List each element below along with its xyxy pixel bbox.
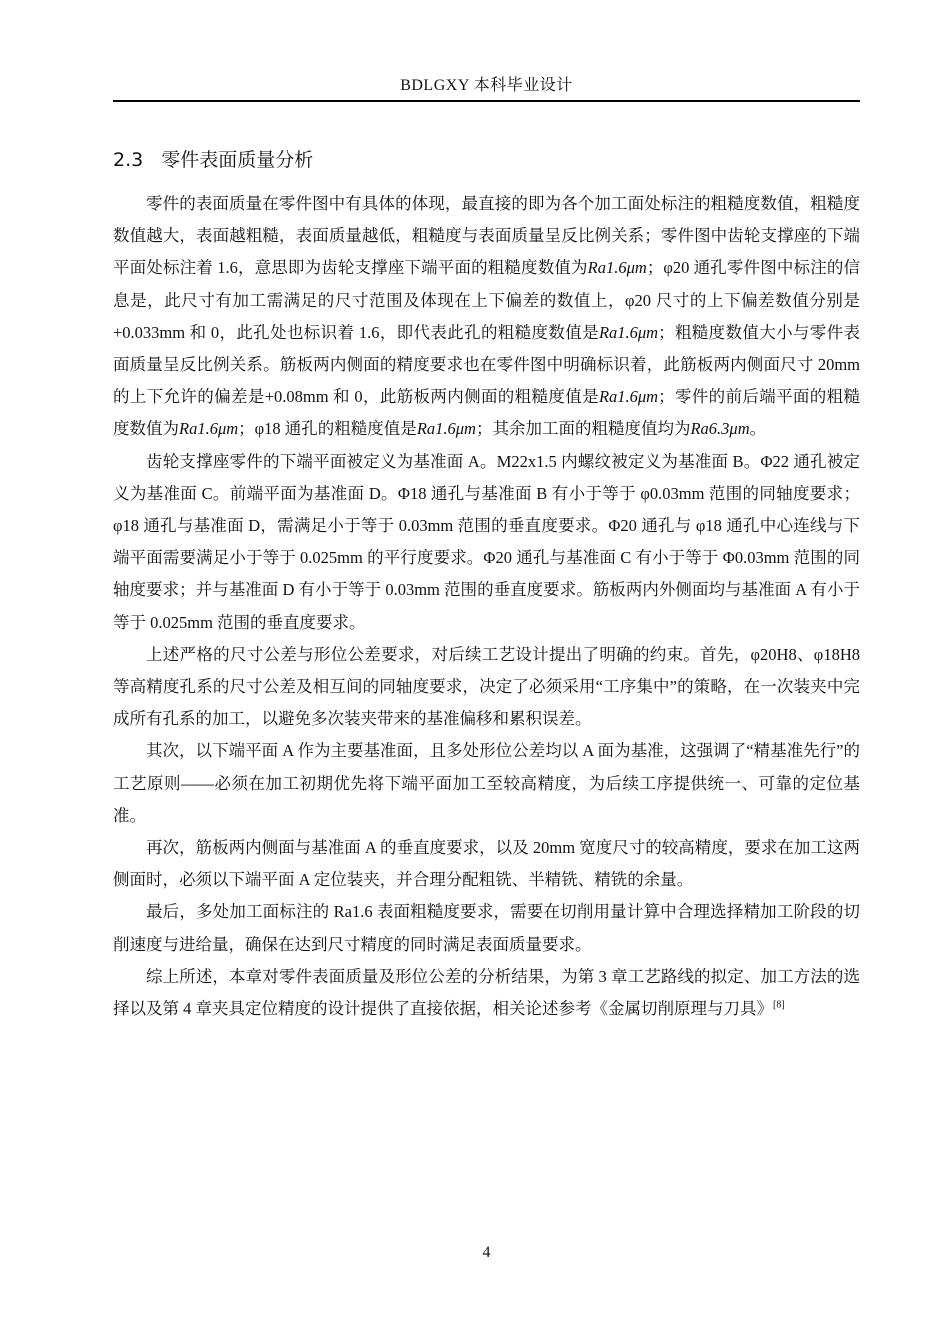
paragraph-datum-first: 其次，以下端平面 A 作为主要基准面，且多处形位公差均以 A 面为基准，这强调了“精基准先行”的工艺原则——必须在加工初期优先将下端平面加工至较高精度，为后续工序提供统一、可靠的定位基准。 (113, 741, 860, 825)
paragraph-text: ；φ20 通孔零件图中标注的信息是，此尺寸有加工需满足的尺寸范围及体现在上下偏差的数值上，φ20 尺寸的上下偏差数值分别是+0.033mm 和 0，此孔处也标识着 1.6，即代表此孔的粗糙度数值是 (113, 258, 860, 342)
paragraph-summary (113, 961, 860, 1025)
section-title: 零件表面质量分析 (161, 149, 314, 171)
paragraph-text: ；φ18 通孔的粗糙度值是 (238, 419, 417, 439)
section-heading (113, 146, 860, 174)
citation-reference: [8] (773, 999, 785, 1011)
page-header: BDLGXY 本科毕业设计 (400, 77, 573, 94)
paragraph-rib-faces: 再次，筋板两内侧面与基准面 A 的垂直度要求，以及 20mm 宽度尺寸的较高精度，要求在加工这两侧面时，必须以下端平面 A 定位装夹，并合理分配粗铣、半精铣、精铣的余量。 (113, 838, 860, 890)
paragraph-text: ；零件的前后端平面的粗糙度数值为 (113, 387, 860, 439)
paragraph-text: ；粗糙度数值大小与零件表面质量呈反比例关系。筋板两内侧面的精度要求也在零件图中明确标识着，此筋板两内侧面尺寸 20mm 的上下允许的偏差是+0.08mm 和 0，此筋板两内侧面的粗糙度值是 (113, 322, 860, 407)
body-text (113, 188, 860, 1025)
header-rule (113, 100, 860, 102)
paragraph-text: 零件的表面质量在零件图中有具体的体现，最直接的即为各个加工面处标注的粗糙度数值，粗糙度数值越大，表面越粗糙，表面质量越低，粗糙度与表面质量呈反比例关系；零件图中齿轮支撑座的下端平面处标注着 1.6，意思即为齿轮支撑座下端平面的粗糙度数值为 (113, 194, 860, 278)
roughness-value: Ra1.6μm (587, 258, 647, 278)
roughness-value: Ra1.6μm (179, 419, 239, 439)
paragraph-text: 综上所述，本章对零件表面质量及形位公差的分析结果，为第 3 章工艺路线的拟定、加工方法的选择以及第 4 章夹具定位精度的设计提供了直接依据，相关论述参考《金属切削原理与刀具》 (113, 966, 860, 1019)
page-number: 4 (482, 1244, 491, 1261)
roughness-value: Ra1.6μm (598, 322, 659, 342)
paragraph-text: 。 (749, 419, 767, 439)
paragraph-text: ；其余加工面的粗糙度值均为 (475, 419, 691, 439)
paragraph-cutting: 最后，多处加工面标注的 Ra1.6 表面粗糙度要求，需要在切削用量计算中合理选择精加工阶段的切削速度与进给量，确保在达到尺寸精度的同时满足表面质量要求。 (113, 902, 860, 954)
paragraph-constraints: 上述严格的尺寸公差与形位公差要求，对后续工艺设计提出了明确的约束。首先，φ20H8、φ18H8 等高精度孔系的尺寸公差及相互间的同轴度要求，决定了必须采用“工序集中”的策略，在一次装夹中完成所有孔系的加工，以避免多次装夹带来的基准偏移和累积误差。 (113, 644, 860, 729)
paragraph-roughness (113, 188, 860, 446)
roughness-value: Ra1.6μm (416, 419, 476, 439)
section-number: 2.3 (113, 149, 144, 171)
roughness-value: Ra1.6μm (598, 387, 659, 407)
paragraph-datums: 齿轮支撑座零件的下端平面被定义为基准面 A。M22x1.5 内螺纹被定义为基准面 B。Φ22 通孔被定义为基准面 C。前端平面为基准面 D。Φ18 通孔与基准面 B 有小于等于 φ0.03mm 范围的同轴度要求；φ18 通孔与基准面 D，需满足小于等于 0.03mm 范围的垂直度要求。Φ20 通孔与 φ18 通孔中心连线与下端平面需要满足小于等于 0.025mm 的平行度要求。Φ20 通孔与基准面 C 有小于等于 Φ0.03mm 范围的同轴度要求；并与基准面 D 有小于等于 0.03mm 范围的垂直度要求。筋板两内外侧面均与基准面 A 有小于等于 0.025mm 范围的垂直度要求。 (113, 451, 860, 632)
roughness-value: Ra6.3μm (690, 419, 750, 439)
